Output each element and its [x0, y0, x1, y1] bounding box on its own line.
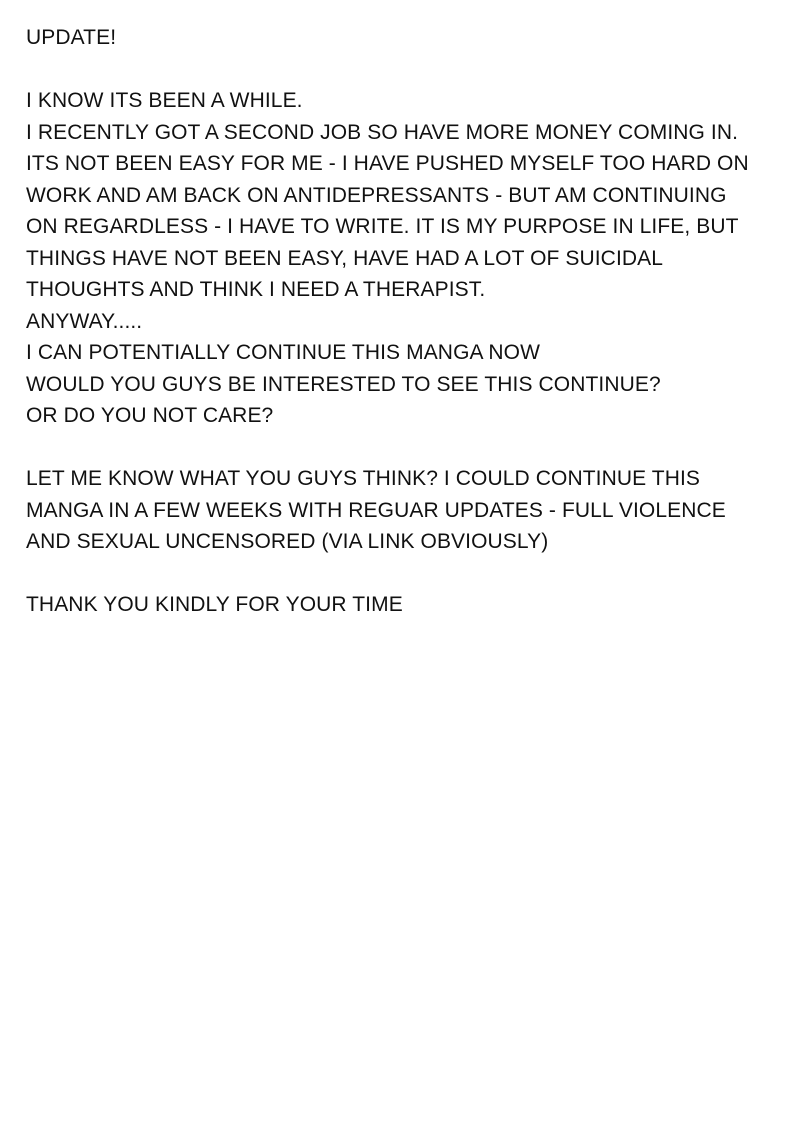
paragraph-line: MANGA IN A FEW WEEKS WITH REGUAR UPDATES - FULL VIOLENCE: [26, 498, 726, 522]
paragraph-line: WORK AND AM BACK ON ANTIDEPRESSANTS - BUT AM CONTINUING: [26, 183, 727, 207]
document-heading: UPDATE!: [26, 26, 117, 49]
paragraph-line: THINGS HAVE NOT BEEN EASY, HAVE HAD A LOT OF SUICIDAL: [26, 246, 664, 270]
paragraph-line: THOUGHTS AND THINK I NEED A THERAPIST.: [26, 278, 486, 301]
blank-line: [26, 432, 786, 464]
paragraph-line: ITS NOT BEEN EASY FOR ME - I HAVE PUSHED MYSELF TOO HARD ON: [26, 152, 749, 175]
closing-line: THANK YOU KINDLY FOR YOUR TIME: [26, 593, 403, 616]
paragraph-line: OR DO YOU NOT CARE?: [26, 404, 274, 427]
paragraph-line: I KNOW ITS BEEN A WHILE.: [26, 89, 303, 112]
blank-line: [26, 558, 786, 590]
blank-line: [26, 54, 786, 86]
paragraph-line: AND SEXUAL UNCENSORED (VIA LINK OBVIOUSLY): [26, 530, 549, 553]
paragraph-line: I RECENTLY GOT A SECOND JOB SO HAVE MORE MONEY COMING IN.: [26, 120, 739, 144]
paragraph-line: I CAN POTENTIALLY CONTINUE THIS MANGA NOW: [26, 341, 541, 364]
document-text: [26, 22, 786, 621]
paragraph-line: LET ME KNOW WHAT YOU GUYS THINK? I COULD CONTINUE THIS: [26, 467, 700, 490]
paragraph-line: WOULD YOU GUYS BE INTERESTED TO SEE THIS CONTINUE?: [26, 372, 661, 396]
paragraph-line: ANYWAY.....: [26, 309, 143, 333]
paragraph-line: ON REGARDLESS - I HAVE TO WRITE. IT IS MY PURPOSE IN LIFE, BUT: [26, 215, 739, 238]
